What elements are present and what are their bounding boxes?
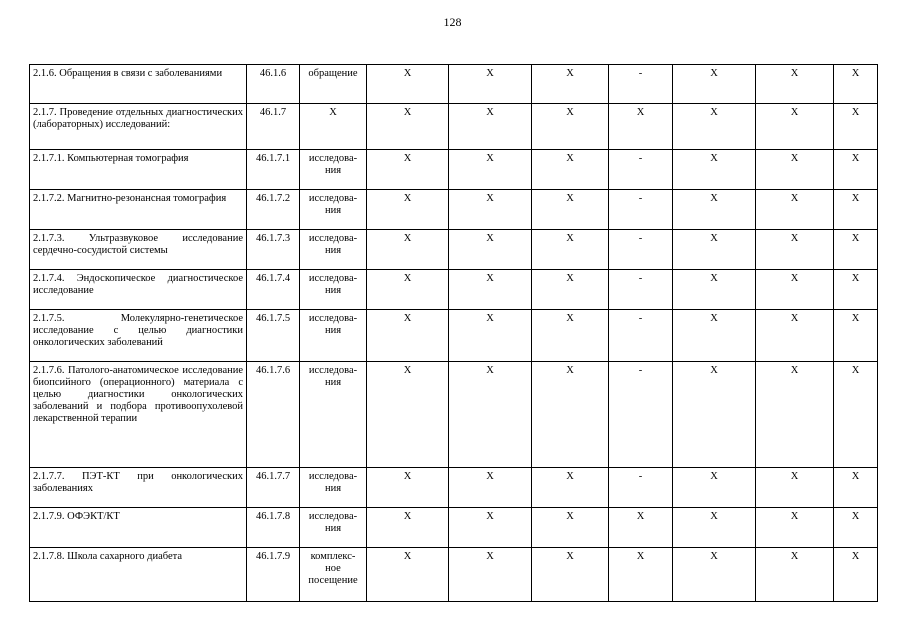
row-unit-cell: исследова-ния: [300, 508, 367, 548]
row-mark-cell: Х: [532, 362, 609, 468]
row-unit-cell: исследова-ния: [300, 190, 367, 230]
row-mark-cell: Х: [673, 468, 756, 508]
row-mark-cell: Х: [449, 310, 532, 362]
row-mark-cell: Х: [367, 65, 449, 104]
table-body: [30, 65, 878, 602]
row-mark-cell: Х: [367, 468, 449, 508]
row-name-cell: 2.1.7.2. Магнитно-резонансная томография: [30, 190, 247, 230]
row-mark-cell: Х: [532, 230, 609, 270]
table-row: [30, 150, 878, 190]
row-mark-cell: Х: [834, 548, 878, 602]
row-mark-cell: Х: [673, 104, 756, 150]
row-unit-cell: исследова-ния: [300, 362, 367, 468]
row-mark-cell: Х: [673, 362, 756, 468]
row-mark-cell: Х: [673, 548, 756, 602]
row-name-cell: 2.1.7.8. Школа сахарного диабета: [30, 548, 247, 602]
row-mark-cell: Х: [756, 468, 834, 508]
table-row: [30, 190, 878, 230]
row-mark-cell: Х: [367, 362, 449, 468]
row-mark-cell: Х: [367, 548, 449, 602]
row-unit-cell: Х: [300, 104, 367, 150]
row-name-cell: 2.1.7.7. ПЭТ-КТ при онкологических заболеваниях: [30, 468, 247, 508]
row-mark-cell: Х: [673, 230, 756, 270]
row-unit-cell: исследова-ния: [300, 230, 367, 270]
row-code-cell: 46.1.7.1: [247, 150, 300, 190]
row-code-cell: 46.1.7.7: [247, 468, 300, 508]
row-mark-cell: -: [609, 150, 673, 190]
row-mark-cell: Х: [756, 190, 834, 230]
row-mark-cell: Х: [532, 468, 609, 508]
row-mark-cell: Х: [834, 270, 878, 310]
row-mark-cell: Х: [367, 310, 449, 362]
row-mark-cell: Х: [756, 270, 834, 310]
row-mark-cell: -: [609, 310, 673, 362]
row-unit-cell: исследова-ния: [300, 468, 367, 508]
row-code-cell: 46.1.7.8: [247, 508, 300, 548]
row-mark-cell: Х: [367, 230, 449, 270]
row-mark-cell: Х: [532, 65, 609, 104]
row-mark-cell: Х: [449, 548, 532, 602]
row-mark-cell: Х: [367, 508, 449, 548]
row-mark-cell: Х: [609, 548, 673, 602]
row-mark-cell: Х: [367, 150, 449, 190]
row-mark-cell: -: [609, 270, 673, 310]
row-code-cell: 46.1.7.5: [247, 310, 300, 362]
row-mark-cell: Х: [756, 230, 834, 270]
row-unit-cell: обращение: [300, 65, 367, 104]
row-mark-cell: Х: [367, 190, 449, 230]
row-name-cell: 2.1.7.9. ОФЭКТ/КТ: [30, 508, 247, 548]
row-code-cell: 46.1.7.3: [247, 230, 300, 270]
row-unit-cell: исследова-ния: [300, 270, 367, 310]
table-row: [30, 230, 878, 270]
row-mark-cell: -: [609, 362, 673, 468]
row-name-cell: 2.1.7. Проведение отдельных диагностических (лабораторных) исследований:: [30, 104, 247, 150]
row-mark-cell: Х: [756, 548, 834, 602]
row-mark-cell: Х: [673, 150, 756, 190]
row-mark-cell: Х: [834, 310, 878, 362]
row-mark-cell: Х: [834, 190, 878, 230]
page-number: 128: [443, 15, 462, 29]
row-mark-cell: -: [609, 65, 673, 104]
row-mark-cell: Х: [673, 65, 756, 104]
row-mark-cell: Х: [449, 362, 532, 468]
row-mark-cell: Х: [673, 190, 756, 230]
table-row: [30, 508, 878, 548]
row-name-cell: 2.1.7.1. Компьютерная томография: [30, 150, 247, 190]
row-mark-cell: Х: [449, 65, 532, 104]
row-mark-cell: Х: [532, 104, 609, 150]
row-mark-cell: Х: [756, 104, 834, 150]
row-name-cell: 2.1.7.5. Молекулярно-генетическое исследование с целью диагностики онкологических заболеваний: [30, 310, 247, 362]
row-mark-cell: Х: [756, 362, 834, 468]
row-mark-cell: Х: [367, 270, 449, 310]
table-row: [30, 362, 878, 468]
row-mark-cell: -: [609, 190, 673, 230]
row-mark-cell: Х: [673, 310, 756, 362]
row-mark-cell: Х: [532, 150, 609, 190]
row-unit-cell: комплекс-ное посещение: [300, 548, 367, 602]
row-mark-cell: Х: [834, 65, 878, 104]
row-mark-cell: Х: [532, 548, 609, 602]
row-mark-cell: Х: [756, 150, 834, 190]
row-mark-cell: -: [609, 468, 673, 508]
row-mark-cell: Х: [532, 190, 609, 230]
table-row: [30, 104, 878, 150]
row-name-cell: 2.1.7.6. Патолого-анатомическое исследование биопсийного (операционного) материала с целью диагностики онкологических заболеваний и подбора противоопухолевой лекарственной терапии: [30, 362, 247, 468]
row-mark-cell: Х: [834, 230, 878, 270]
row-mark-cell: Х: [449, 104, 532, 150]
row-code-cell: 46.1.6: [247, 65, 300, 104]
row-mark-cell: Х: [609, 508, 673, 548]
row-mark-cell: Х: [756, 65, 834, 104]
row-mark-cell: Х: [609, 104, 673, 150]
row-unit-cell: исследова-ния: [300, 310, 367, 362]
row-code-cell: 46.1.7.2: [247, 190, 300, 230]
row-mark-cell: Х: [834, 468, 878, 508]
row-mark-cell: Х: [449, 468, 532, 508]
row-code-cell: 46.1.7: [247, 104, 300, 150]
row-mark-cell: Х: [449, 230, 532, 270]
row-mark-cell: Х: [449, 270, 532, 310]
row-unit-cell: исследова-ния: [300, 150, 367, 190]
row-mark-cell: Х: [673, 508, 756, 548]
row-mark-cell: Х: [532, 310, 609, 362]
row-mark-cell: Х: [449, 190, 532, 230]
row-code-cell: 46.1.7.9: [247, 548, 300, 602]
row-mark-cell: Х: [449, 150, 532, 190]
row-mark-cell: Х: [834, 508, 878, 548]
row-mark-cell: Х: [367, 104, 449, 150]
table-row: [30, 548, 878, 602]
row-mark-cell: Х: [532, 270, 609, 310]
row-name-cell: 2.1.7.3. Ультразвуковое исследование сердечно-сосудистой системы: [30, 230, 247, 270]
row-mark-cell: Х: [756, 310, 834, 362]
row-mark-cell: Х: [449, 508, 532, 548]
row-mark-cell: Х: [673, 270, 756, 310]
row-mark-cell: Х: [834, 104, 878, 150]
table-row: [30, 270, 878, 310]
data-table: [29, 64, 878, 602]
row-mark-cell: -: [609, 230, 673, 270]
row-mark-cell: Х: [834, 150, 878, 190]
table-row: [30, 65, 878, 104]
row-name-cell: 2.1.6. Обращения в связи с заболеваниями: [30, 65, 247, 104]
row-mark-cell: Х: [756, 508, 834, 548]
row-mark-cell: Х: [834, 362, 878, 468]
table-row: [30, 468, 878, 508]
row-name-cell: 2.1.7.4. Эндоскопическое диагностическое исследование: [30, 270, 247, 310]
row-mark-cell: Х: [532, 508, 609, 548]
row-code-cell: 46.1.7.6: [247, 362, 300, 468]
table-row: [30, 310, 878, 362]
row-code-cell: 46.1.7.4: [247, 270, 300, 310]
